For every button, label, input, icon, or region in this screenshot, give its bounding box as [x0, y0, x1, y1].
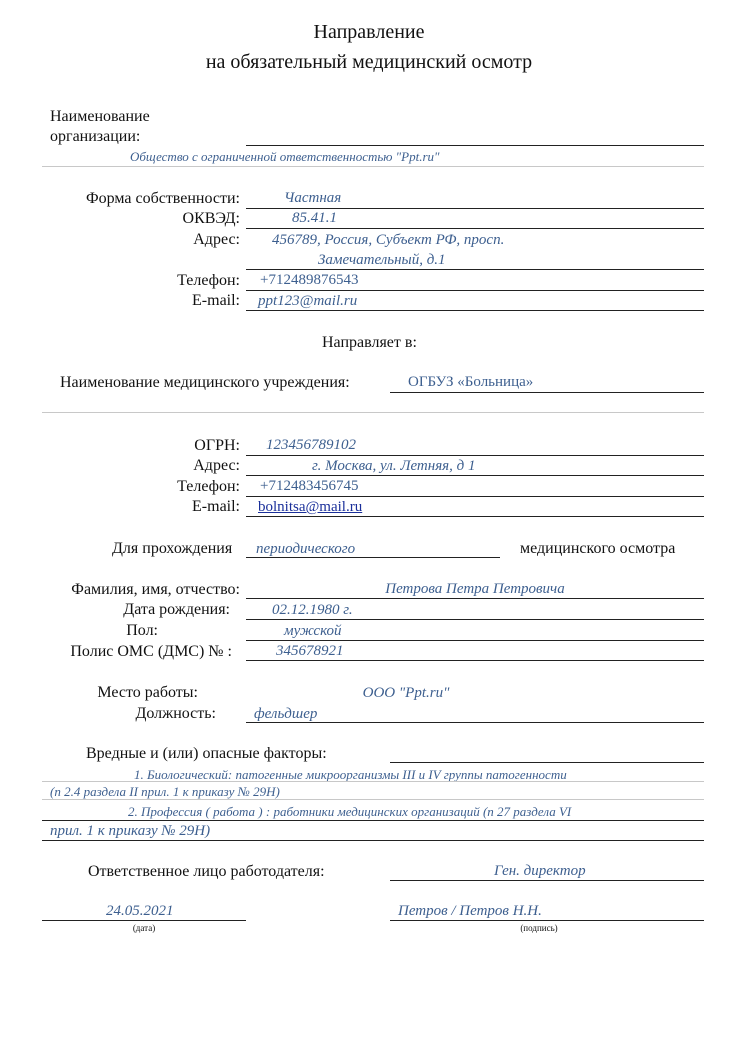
ogrn-value: 123456789102: [266, 437, 356, 453]
date-line: [42, 920, 246, 921]
signature-value: Петров / Петров Н.Н.: [398, 903, 542, 919]
medical-name-separator: [42, 412, 704, 413]
signature-line: [390, 920, 704, 921]
okved-value: 85.41.1: [292, 210, 337, 226]
factor-1-line2: (п 2.4 раздела II прил. 1 к приказу № 29Н): [50, 784, 280, 799]
medical-email-label: E-mail:: [192, 498, 240, 515]
org-name-underline: [42, 166, 704, 167]
ownership-label: Форма собственности:: [85, 190, 240, 207]
factor-2-line1: 2. Профессия ( работа ) : работники медицинских организаций (п 27 раздела VI: [128, 804, 572, 819]
factor-1-line1: 1. Биологический: патогенные микроорганизмы III и IV группы патогенности: [134, 767, 567, 782]
gender-label: Пол:: [126, 622, 158, 639]
org-name-label-line1: Наименование: [50, 108, 150, 125]
org-address-line: [246, 269, 704, 270]
factor-1-underline2: [42, 799, 704, 800]
org-email-value: ppt123@mail.ru: [258, 293, 358, 309]
responsible-label: Ответственное лицо работодателя:: [88, 863, 325, 880]
factor-1-underline: [42, 781, 704, 782]
medical-address-value: г. Москва, ул. Летняя, д 1: [312, 458, 476, 474]
medical-address-line: [246, 475, 704, 476]
work-value: ООО "Ppt.ru": [362, 685, 450, 701]
org-email-label: E-mail:: [192, 292, 240, 309]
org-address-value-line2: Замечательный, д.1: [318, 252, 446, 268]
org-name-label-line2: организации:: [50, 128, 141, 145]
responsible-line: [390, 880, 704, 881]
birth-line: [246, 619, 704, 620]
org-address-value-line1: 456789, Россия, Субъект РФ, просп.: [272, 232, 505, 248]
purpose-prefix: Для прохождения: [112, 540, 233, 557]
ogrn-line: [246, 455, 704, 456]
ogrn-label: ОГРН:: [194, 437, 240, 454]
factor-2-underline: [42, 820, 704, 821]
responsible-value: Ген. директор: [494, 863, 586, 879]
position-label: Должность:: [135, 705, 216, 722]
position-value: фельдшер: [254, 706, 318, 722]
medical-email-link[interactable]: bolnitsa@mail.ru: [258, 499, 363, 515]
signature-caption: (подпись): [520, 923, 558, 933]
medical-phone-value: +712483456745: [260, 478, 359, 494]
factors-label-line: [390, 762, 704, 763]
policy-label: Полис ОМС (ДМС) № :: [70, 643, 232, 660]
okved-line: [246, 228, 704, 229]
fio-label: Фамилия, имя, отчество:: [71, 581, 240, 598]
factor-2-underline2: [42, 840, 704, 841]
medical-address-label: Адрес:: [193, 457, 240, 474]
org-email-line: [246, 310, 704, 311]
purpose-suffix: медицинского осмотра: [520, 540, 676, 557]
medical-name-label: Наименование медицинского учреждения:: [60, 374, 350, 391]
medical-name-value: ОГБУЗ «Больница»: [408, 374, 534, 390]
birth-value: 02.12.1980 г.: [272, 602, 353, 618]
gender-value: мужской: [284, 623, 342, 639]
factors-label: Вредные и (или) опасные факторы:: [86, 745, 327, 762]
position-line: [246, 722, 704, 723]
org-name-value: Общество с ограниченной ответственностью "Ppt.ru": [130, 149, 440, 164]
ownership-value: Частная: [284, 190, 342, 206]
date-caption: (дата): [132, 923, 156, 933]
org-phone-value: +712489876543: [260, 272, 359, 288]
medical-phone-line: [246, 496, 704, 497]
factor-2-line2: прил. 1 к приказу № 29Н): [50, 823, 211, 839]
gender-line: [246, 640, 704, 641]
okved-label: ОКВЭД:: [182, 210, 240, 227]
fio-value: Петрова Петра Петровича: [385, 581, 565, 597]
purpose-line: [246, 557, 500, 558]
policy-value: 345678921: [276, 643, 344, 659]
medical-email-line: [246, 516, 704, 517]
org-name-line: [246, 145, 704, 146]
document-subtitle: на обязательный медицинский осмотр: [205, 51, 533, 73]
purpose-value: периодического: [256, 541, 356, 557]
medical-name-line: [390, 392, 704, 393]
work-label: Место работы:: [97, 684, 198, 701]
medical-phone-label: Телефон:: [177, 478, 240, 495]
date-value: 24.05.2021: [106, 903, 174, 919]
sends-to-label: Направляет в:: [322, 334, 417, 351]
fio-line: [246, 598, 704, 599]
org-address-label: Адрес:: [193, 231, 240, 248]
org-phone-line: [246, 290, 704, 291]
document-title: Направление: [313, 21, 425, 43]
birth-label: Дата рождения:: [123, 601, 230, 618]
policy-line: [246, 660, 704, 661]
org-phone-label: Телефон:: [177, 272, 240, 289]
